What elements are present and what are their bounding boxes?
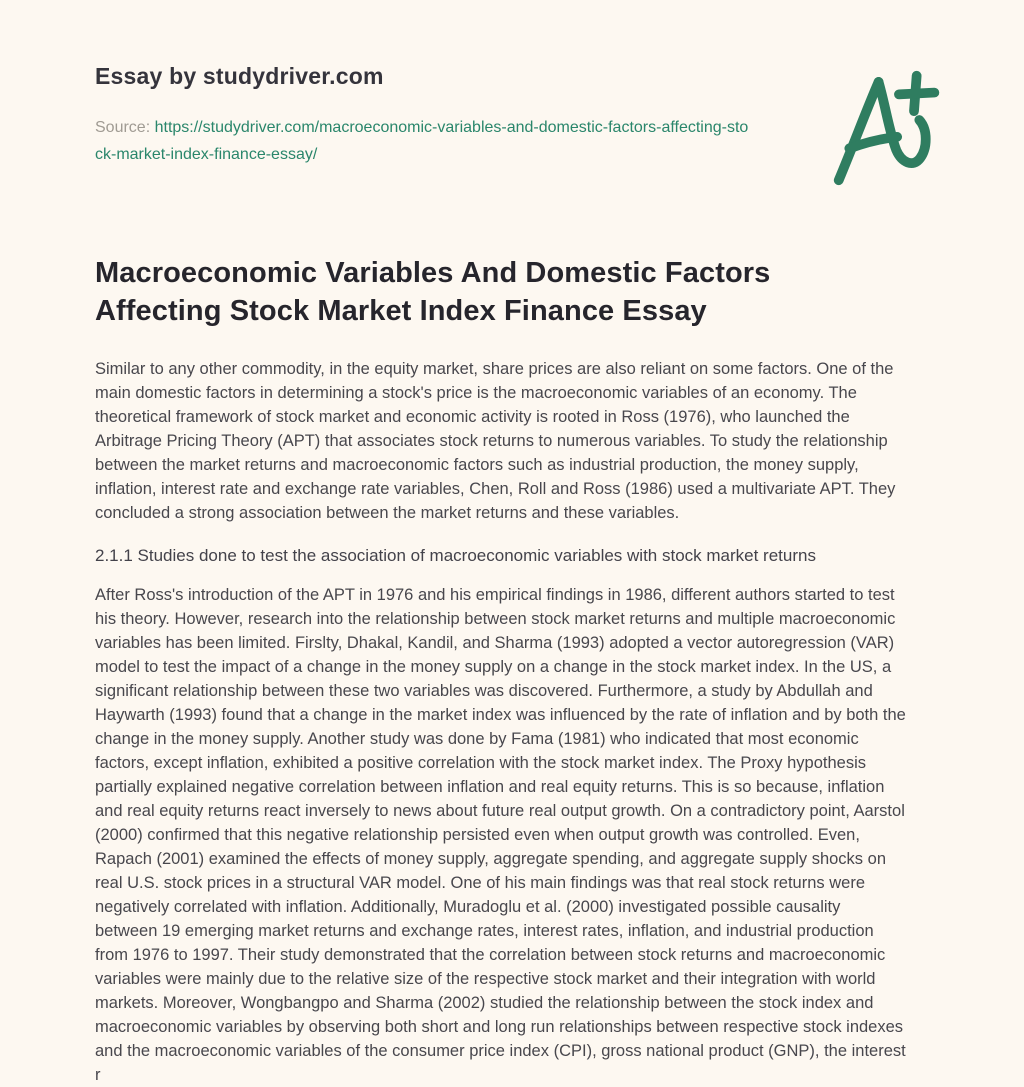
a-plus-logo-icon: [825, 66, 941, 190]
source-url-link[interactable]: https://studydriver.com/macroeconomic-variables-and-domestic-factors-affecting-stock-market-index-finance-essay/: [95, 119, 749, 163]
page-title: Essay by studydriver.com: [95, 63, 384, 89]
source-line: [95, 114, 755, 168]
article-title: Macroeconomic Variables And Domestic Factors Affecting Stock Market Index Finance Essay: [95, 257, 771, 327]
section-heading: 2.1.1 Studies done to test the association of macroeconomic variables with stock market returns: [95, 546, 816, 565]
body-paragraph: After Ross's introduction of the APT in 1976 and his empirical findings in 1986, different authors started to test his theory. However, research into the relationship between stock market returns and multiple macroeconomic variables has been limited. Firslty, Dhakal, Kandil, and Sharma (1993) adopted a vector autoregression (VAR) model to test the impact of a change in the money supply on a change in the stock market index. In the US, a significant relationship between these two variables was discovered. Furthermore, a study by Abdullah and Haywarth (1993) found that a change in the market index was influenced by the rate of inflation and by both the change in the money supply. Another study was done by Fama (1981) who indicated that most economic factors, except inflation, exhibited a positive correlation with the stock market index. The Proxy hypothesis partially explained negative correlation between inflation and real equity returns. This is so because, inflation and real equity returns react inversely to news about future real output growth. On a contradictory point, Aarstol (2000) confirmed that this negative relationship persisted even when output growth was controlled. Even, Rapach (2001) examined the effects of money supply, aggregate spending, and aggregate supply shocks on real U.S. stock prices in a structural VAR model. One of his main findings was that real stock returns were negatively correlated with inflation. Additionally, Muradoglu et al. (2000) investigated possible causality between 19 emerging market returns and exchange rates, interest rates, inflation, and industrial production from 1976 to 1997. Their study demonstrated that the correlation between stock returns and macroeconomic variables were mainly due to the relative size of the respective stock market and their integration with world markets. Moreover, Wongbangpo and Sharma (2002) studied the relationship between the stock index and macroeconomic variables by observing both short and long run relationships between respective stock indexes and the macroeconomic variables of the consumer price index (CPI), gross national product (GNP), the interest r: [95, 586, 906, 1084]
source-label: Source:: [95, 119, 151, 136]
intro-paragraph: Similar to any other commodity, in the equity market, share prices are also reliant on some factors. One of the main domestic factors in determining a stock's price is the macroeconomic variables of an economy. The theoretical framework of stock market and economic activity is rooted in Ross (1976), who launched the Arbitrage Pricing Theory (APT) that associates stock returns to numerous variables. To study the relationship between the market returns and macroeconomic factors such as industrial production, the money supply, inflation, interest rate and exchange rate variables, Chen, Roll and Ross (1986) used a multivariate APT. They concluded a strong association between the market returns and these variables.: [95, 360, 896, 522]
document-header: [95, 62, 929, 168]
